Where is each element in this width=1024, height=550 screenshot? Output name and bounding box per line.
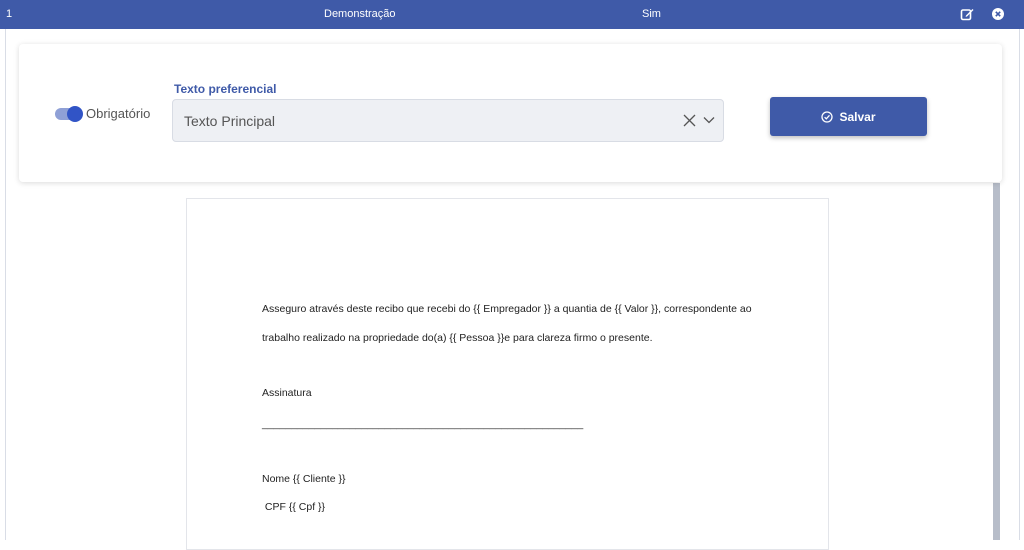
left-border xyxy=(5,29,6,540)
title-value: Sim xyxy=(642,8,661,20)
select-value: Texto Principal xyxy=(184,113,276,129)
scrollbar[interactable] xyxy=(993,183,1000,540)
document-line: Asseguro através deste recibo que recebi do {{ Empregador }} a quantia de {{ Valor }}, correspondente ao xyxy=(262,303,752,315)
preferred-text-label: Texto preferencial xyxy=(174,82,277,96)
document-line: Assinatura xyxy=(262,387,312,399)
right-border xyxy=(1019,29,1020,540)
signature-line: _______________________________________________________ xyxy=(262,418,584,430)
title-name: Demonstração xyxy=(324,8,396,20)
document-line: CPF {{ Cpf }} xyxy=(262,501,326,513)
chevron-down-icon[interactable] xyxy=(703,116,715,124)
row-number: 1 xyxy=(6,8,13,20)
save-button-label: Salvar xyxy=(839,109,876,124)
required-toggle-label: Obrigatório xyxy=(86,106,151,121)
document-line: trabalho realizado na propriedade do(a) {{ Pessoa }}e para clareza firmo o presente. xyxy=(262,332,653,344)
edit-icon[interactable] xyxy=(960,7,974,21)
title-bar xyxy=(0,0,1024,29)
save-button[interactable] xyxy=(770,97,927,136)
check-circle-icon xyxy=(821,111,833,123)
toggle-knob xyxy=(67,106,83,122)
preferred-text-select[interactable] xyxy=(172,99,724,142)
document-preview xyxy=(186,198,829,550)
document-line: Nome {{ Cliente }} xyxy=(262,473,346,485)
required-toggle[interactable] xyxy=(55,108,81,120)
close-icon[interactable] xyxy=(991,7,1005,21)
clear-icon[interactable] xyxy=(683,114,696,127)
